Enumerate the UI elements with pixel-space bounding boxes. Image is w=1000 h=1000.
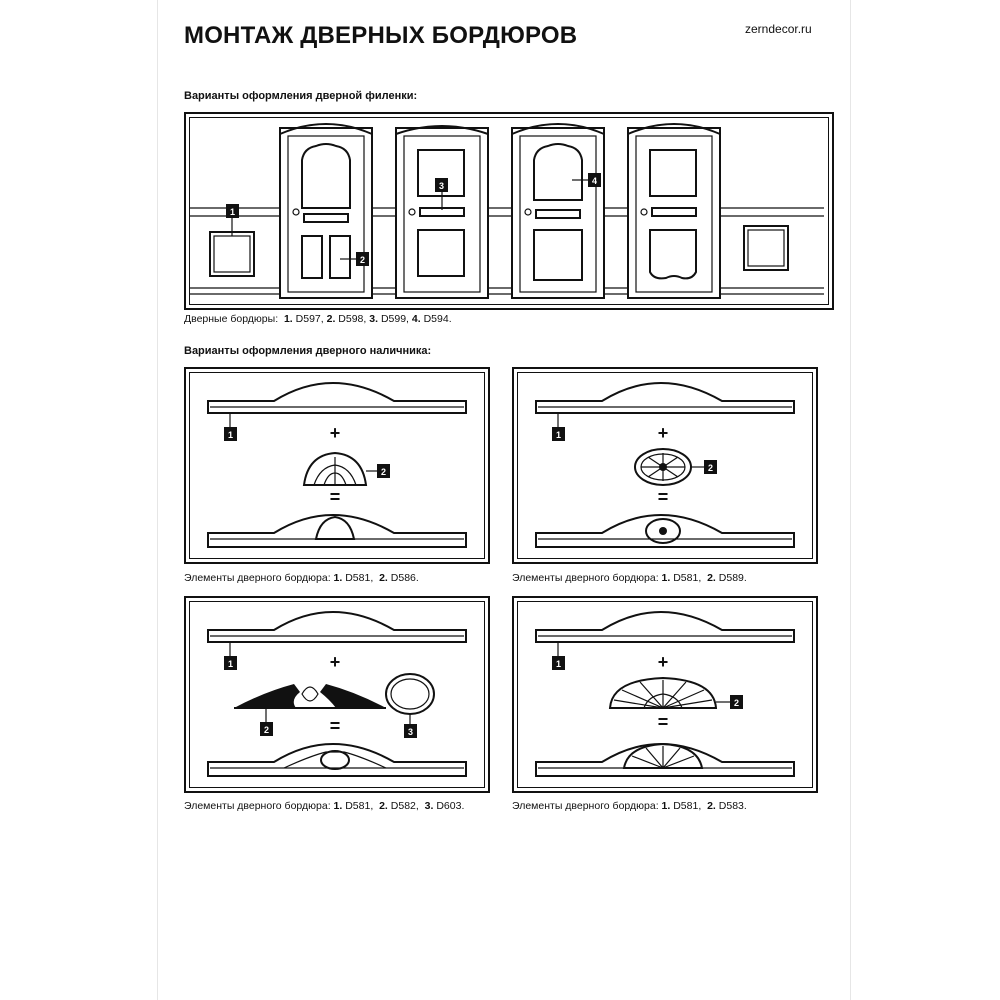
door-4 bbox=[628, 124, 720, 298]
svg-text:+: + bbox=[657, 423, 669, 443]
door-1 bbox=[280, 124, 372, 298]
svg-text:+: + bbox=[329, 652, 341, 672]
svg-text:2: 2 bbox=[380, 467, 387, 477]
shell-ornament bbox=[304, 453, 366, 485]
casing-panel-1 bbox=[184, 367, 490, 564]
casing-panel-4 bbox=[512, 596, 818, 793]
rosette-ornament bbox=[635, 449, 691, 485]
svg-text:+: + bbox=[329, 423, 341, 443]
svg-text:4: 4 bbox=[591, 176, 598, 186]
svg-text:=: = bbox=[329, 487, 341, 507]
svg-text:=: = bbox=[657, 712, 669, 732]
oval-ring-ornament bbox=[386, 674, 434, 714]
svg-text:1: 1 bbox=[555, 659, 562, 669]
casing-caption-1: Элементы дверного бордюра: 1. D581, 2. D586. bbox=[184, 572, 419, 584]
casing-caption-4: Элементы дверного бордюра: 1. D581, 2. D583. bbox=[512, 800, 747, 812]
casing-panel-2 bbox=[512, 367, 818, 564]
fan-ornament bbox=[610, 678, 716, 708]
section-heading-casing-trim: Варианты оформления дверного наличника: bbox=[184, 345, 432, 357]
doors-caption: Дверные бордюры: 1. D597, 2. D598, 3. D599, 4. D594. bbox=[184, 313, 452, 325]
svg-text:2: 2 bbox=[707, 463, 714, 473]
casing-caption-3: Элементы дверного бордюра: 1. D581, 2. D582, 3. D603. bbox=[184, 800, 465, 812]
section-heading-panel-trim: Варианты оформления дверной филенки: bbox=[184, 90, 418, 102]
svg-text:1: 1 bbox=[229, 207, 236, 217]
svg-text:+: + bbox=[657, 652, 669, 672]
arch-trim bbox=[208, 383, 466, 413]
pediment-ornament bbox=[234, 684, 386, 708]
casing-panel-3 bbox=[184, 596, 490, 793]
svg-text:3: 3 bbox=[438, 181, 445, 191]
page-title: МОНТАЖ ДВЕРНЫХ БОРДЮРОВ bbox=[184, 22, 578, 49]
svg-text:=: = bbox=[657, 487, 669, 507]
svg-text:2: 2 bbox=[263, 725, 270, 735]
doors-illustration bbox=[184, 112, 834, 310]
door-3 bbox=[512, 124, 604, 298]
door-2 bbox=[396, 126, 488, 298]
casing-caption-2: Элементы дверного бордюра: 1. D581, 2. D589. bbox=[512, 572, 747, 584]
svg-text:1: 1 bbox=[227, 659, 234, 669]
assembled-trim bbox=[208, 515, 466, 547]
svg-text:1: 1 bbox=[227, 430, 234, 440]
svg-text:3: 3 bbox=[407, 727, 414, 737]
svg-text:2: 2 bbox=[733, 698, 740, 708]
svg-text:1: 1 bbox=[555, 430, 562, 440]
site-url: zerndecor.ru bbox=[745, 22, 812, 36]
svg-text:=: = bbox=[329, 716, 341, 736]
svg-text:2: 2 bbox=[359, 255, 366, 265]
